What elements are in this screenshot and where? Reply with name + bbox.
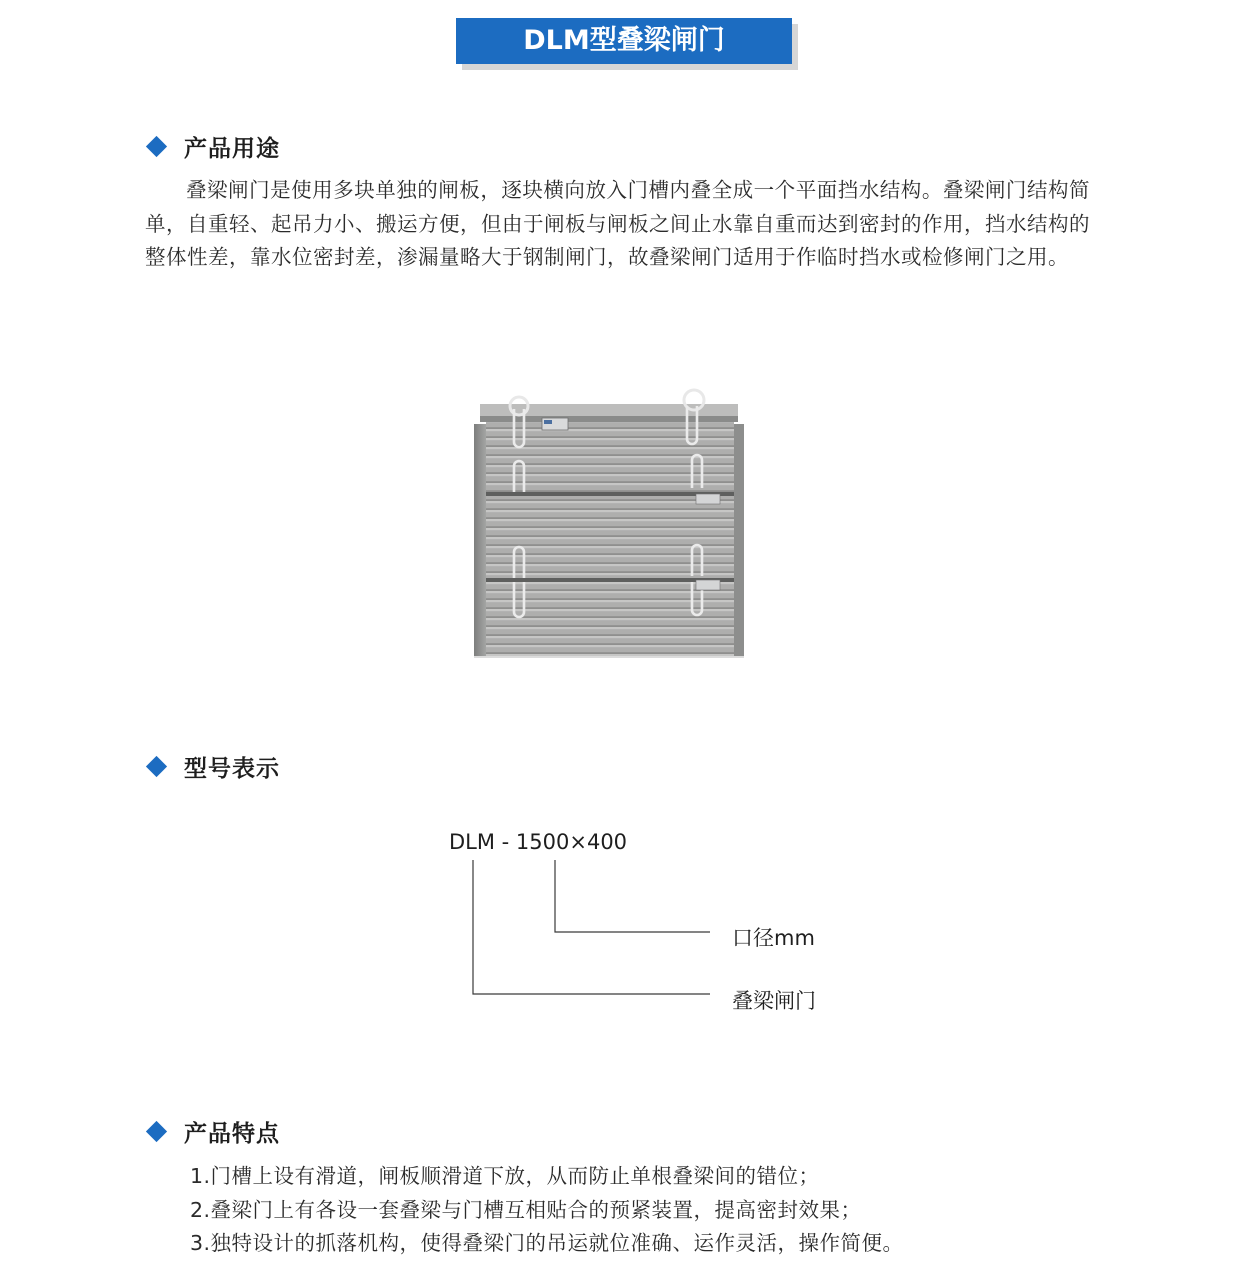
section-title-features: 产品特点: [184, 1120, 280, 1147]
model-designation-diagram: [440, 826, 860, 1026]
diamond-icon: [146, 755, 167, 776]
section-title-usage: 产品用途: [184, 135, 280, 162]
section-header-model: [145, 751, 280, 781]
features-list: [190, 1160, 904, 1261]
title-banner: [456, 18, 792, 64]
section-header-features: [145, 1116, 280, 1146]
type-leader-line: [473, 860, 710, 994]
diamond-icon: [146, 135, 167, 156]
section-header-usage: [145, 131, 280, 161]
usage-paragraph: 叠梁闸门是使用多块单独的闸板，逐块横向放入门槽内叠全成一个平面挡水结构。叠梁闸门结构简单，自重轻、起吊力小、搬运方便，但由于闸板与闸板之间止水靠自重而达到密封的作用，挡水结构的整体性差，靠水位密封差，渗漏量略大于钢制闸门，故叠梁闸门适用于作临时挡水或检修闸门之用。: [145, 178, 1090, 269]
size-leader-line: [555, 860, 710, 932]
feature-item: 3.独特设计的抓落机构，使得叠梁门的吊运就位准确、运作灵活，操作简便。: [190, 1231, 904, 1255]
page-title: DLM型叠梁闸门: [456, 18, 792, 64]
model-code: DLM - 1500×400: [449, 830, 628, 854]
label-type: 叠梁闸门: [732, 989, 816, 1013]
feature-item: 1.门槽上设有滑道，闸板顺滑道下放，从而防止单根叠梁间的错位；: [190, 1164, 820, 1188]
feature-item: 2.叠梁门上有各设一套叠梁与门槽互相贴合的预紧装置，提高密封效果；: [190, 1197, 862, 1222]
section-title-model: 型号表示: [184, 755, 280, 782]
product-photo: [474, 384, 744, 658]
stoplog-gate-illustration: [474, 384, 744, 658]
label-size: 口径mm: [732, 926, 815, 950]
diamond-icon: [146, 1120, 167, 1141]
